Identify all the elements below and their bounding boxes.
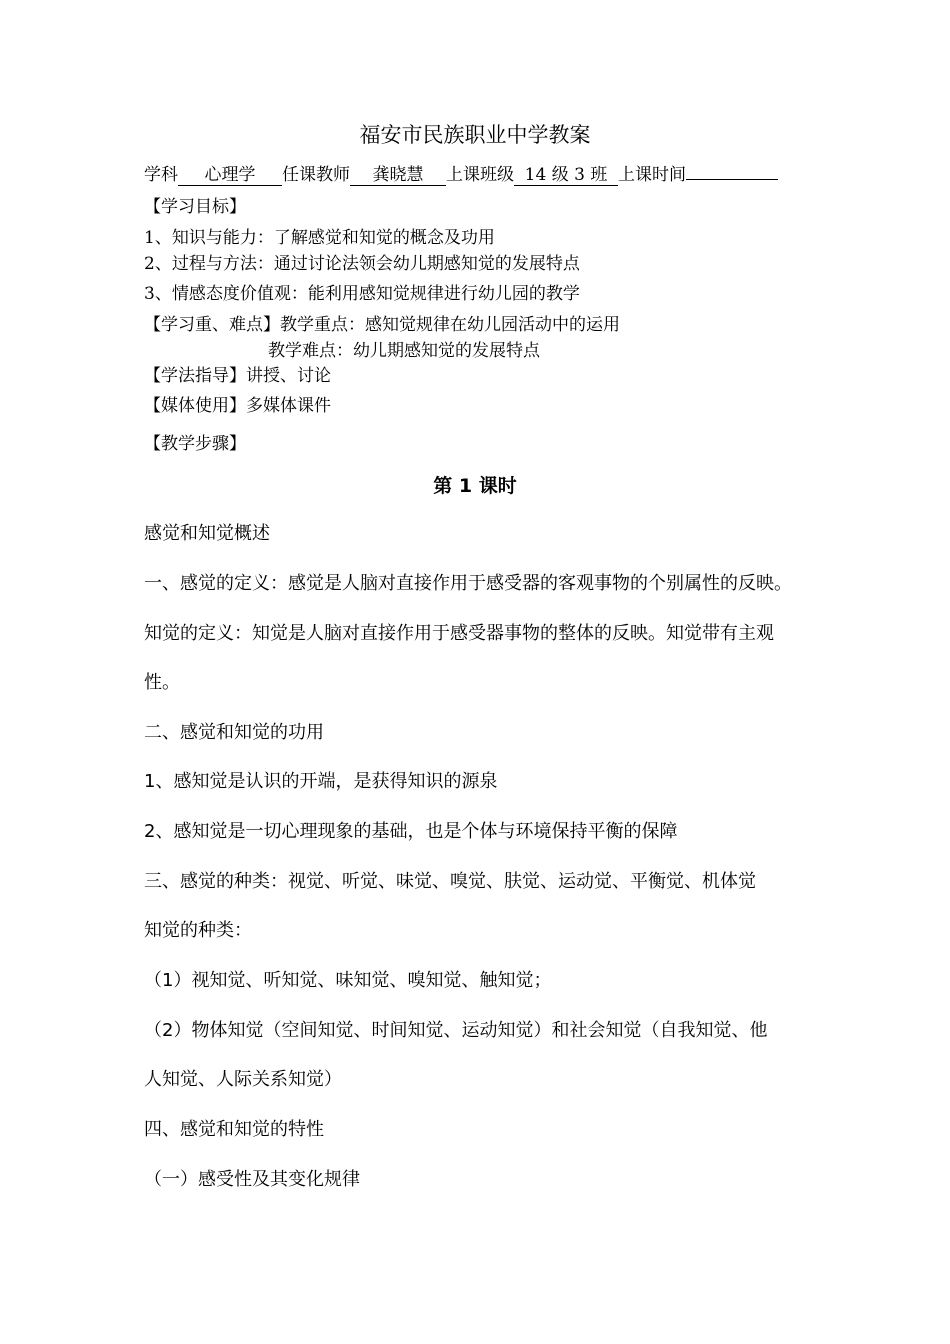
subject-value: 心理学 (178, 165, 282, 186)
lesson-line: 感觉和知觉概述 (144, 523, 270, 544)
media-heading: 【媒体使用】 (144, 396, 246, 416)
key-points-heading: 【学习重、难点】 (144, 315, 280, 335)
key-focus: 教学重点：感知觉规律在幼儿园活动中的运用 (280, 315, 620, 335)
key-points-row (144, 314, 620, 336)
lesson-line: 知觉的种类： (144, 920, 252, 941)
goals-heading: 【学习目标】 (144, 197, 246, 217)
goal-item-2: 2、过程与方法：通过讨论法领会幼儿期感知觉的发展特点 (144, 254, 580, 274)
goal-item-1: 1、知识与能力：了解感觉和知觉的概念及功用 (144, 228, 495, 248)
lesson-line: 1、感知觉是认识的开端，是获得知识的源泉 (144, 771, 498, 792)
lesson-line: 一、感觉的定义：感觉是人脑对直接作用于感受器的客观事物的个别属性的反映。 (144, 573, 792, 594)
info-row (144, 164, 778, 186)
lesson-line: （一）感受性及其变化规律 (144, 1169, 360, 1190)
lesson-line: 三、感觉的种类：视觉、听觉、味觉、嗅觉、肤觉、运动觉、平衡觉、机体觉 (144, 871, 756, 892)
time-value (686, 179, 778, 180)
media-value: 多媒体课件 (246, 396, 331, 416)
lesson-title: 第 1 课时 (433, 475, 517, 497)
document-title: 福安市民族职业中学教案 (359, 123, 591, 147)
media-row (144, 395, 331, 417)
lesson-line: 知觉的定义：知觉是人脑对直接作用于感受器事物的整体的反映。知觉带有主观 (144, 623, 774, 644)
subject-label: 学科 (144, 165, 178, 185)
class-label: 上课班级 (446, 165, 514, 185)
goal-item-3: 3、情感态度价值观：能利用感知觉规律进行幼儿园的教学 (144, 284, 580, 304)
lesson-line: 性。 (144, 672, 180, 693)
teacher-value: 龚晓慧 (350, 165, 446, 186)
lesson-line: 四、感觉和知觉的特性 (144, 1119, 324, 1140)
class-value: 14 级 3 班 (514, 165, 618, 186)
lesson-line: 2、感知觉是一切心理现象的基础，也是个体与环境保持平衡的保障 (144, 821, 678, 842)
method-row (144, 365, 331, 387)
steps-heading: 【教学步骤】 (144, 434, 246, 454)
lesson-line: 二、感觉和知觉的功用 (144, 722, 324, 743)
lesson-line: （2）物体知觉（空间知觉、时间知觉、运动知觉）和社会知觉（自我知觉、他 (144, 1020, 768, 1041)
lesson-line: （1）视知觉、听知觉、味知觉、嗅知觉、触知觉； (144, 970, 552, 991)
teacher-label: 任课教师 (282, 165, 350, 185)
method-heading: 【学法指导】 (144, 366, 246, 386)
time-label: 上课时间 (618, 165, 686, 185)
lesson-line: 人知觉、人际关系知觉） (144, 1069, 342, 1090)
key-difficulty: 教学难点：幼儿期感知觉的发展特点 (268, 341, 540, 361)
method-value: 讲授、讨论 (246, 366, 331, 386)
